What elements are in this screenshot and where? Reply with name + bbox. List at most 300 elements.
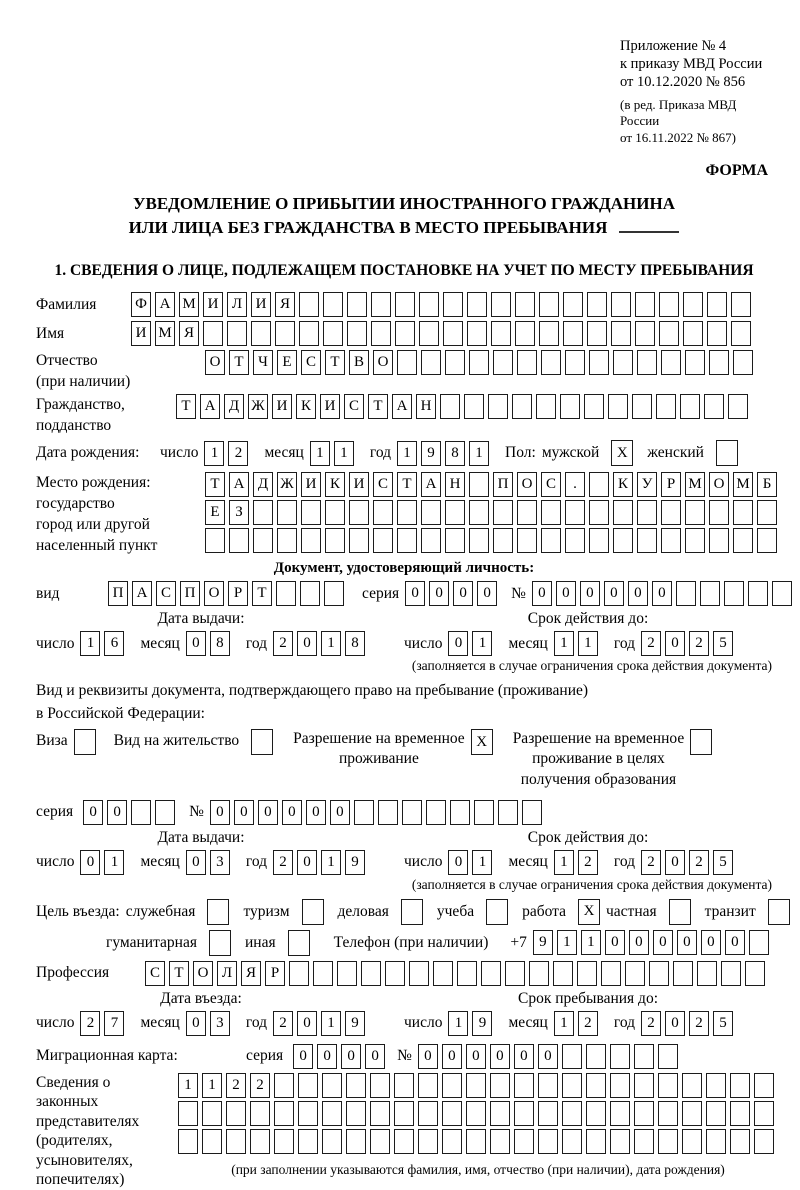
char-cell[interactable] — [685, 528, 705, 553]
char-cell[interactable] — [661, 528, 681, 553]
char-cell[interactable]: 0 — [605, 930, 625, 955]
char-cell[interactable] — [634, 1044, 654, 1069]
char-cell[interactable]: С — [156, 581, 176, 606]
char-cell[interactable] — [276, 581, 296, 606]
char-cell[interactable] — [661, 500, 681, 525]
char-cell[interactable] — [539, 292, 559, 317]
char-cell[interactable] — [205, 528, 225, 553]
char-cell[interactable]: 0 — [405, 581, 425, 606]
char-cell[interactable] — [754, 1129, 774, 1154]
char-cell[interactable] — [656, 394, 676, 419]
char-cell[interactable] — [748, 581, 768, 606]
char-cell[interactable] — [673, 961, 693, 986]
char-cell[interactable]: 0 — [629, 930, 649, 955]
char-cell[interactable] — [490, 1073, 510, 1098]
char-cell[interactable]: Т — [229, 350, 249, 375]
char-cell[interactable] — [586, 1044, 606, 1069]
char-cell[interactable] — [754, 1101, 774, 1126]
char-cell[interactable] — [745, 961, 765, 986]
char-cell[interactable] — [637, 350, 657, 375]
char-cell[interactable]: 2 — [641, 1011, 661, 1036]
char-cell[interactable]: 9 — [421, 441, 441, 466]
char-cell[interactable]: О — [709, 472, 729, 497]
char-cell[interactable] — [709, 350, 729, 375]
char-cell[interactable] — [683, 321, 703, 346]
char-cell[interactable] — [589, 500, 609, 525]
char-cell[interactable] — [419, 321, 439, 346]
char-cell[interactable]: 0 — [652, 581, 672, 606]
char-cell[interactable] — [562, 1073, 582, 1098]
char-cell[interactable] — [635, 321, 655, 346]
char-cell[interactable]: К — [296, 394, 316, 419]
char-cell[interactable] — [347, 292, 367, 317]
char-cell[interactable]: О — [193, 961, 213, 986]
char-cell[interactable]: 0 — [186, 1011, 206, 1036]
char-cell[interactable] — [275, 321, 295, 346]
char-cell[interactable]: 0 — [297, 850, 317, 875]
char-cell[interactable] — [323, 321, 343, 346]
char-cell[interactable] — [682, 1101, 702, 1126]
char-cell[interactable]: 0 — [665, 1011, 685, 1036]
char-cell[interactable] — [178, 1101, 198, 1126]
char-cell[interactable] — [577, 961, 597, 986]
char-cell[interactable] — [325, 528, 345, 553]
char-cell[interactable]: 0 — [665, 850, 685, 875]
char-cell[interactable] — [251, 321, 271, 346]
char-cell[interactable] — [274, 1073, 294, 1098]
char-cell[interactable] — [658, 1073, 678, 1098]
char-cell[interactable] — [634, 1101, 654, 1126]
char-cell[interactable]: 0 — [186, 631, 206, 656]
char-cell[interactable]: Т — [176, 394, 196, 419]
char-cell[interactable] — [562, 1101, 582, 1126]
char-cell[interactable] — [680, 394, 700, 419]
char-cell[interactable] — [433, 961, 453, 986]
char-cell[interactable]: 9 — [533, 930, 553, 955]
char-cell[interactable] — [730, 1073, 750, 1098]
char-cell[interactable] — [322, 1129, 342, 1154]
char-cell[interactable] — [298, 1073, 318, 1098]
char-cell[interactable] — [409, 961, 429, 986]
char-cell[interactable]: Р — [661, 472, 681, 497]
char-cell[interactable] — [610, 1073, 630, 1098]
char-cell[interactable] — [512, 394, 532, 419]
char-cell[interactable] — [469, 472, 489, 497]
char-cell[interactable] — [730, 1129, 750, 1154]
char-cell[interactable]: И — [320, 394, 340, 419]
char-cell[interactable]: 2 — [226, 1073, 246, 1098]
char-cell[interactable]: П — [180, 581, 200, 606]
char-cell[interactable] — [529, 961, 549, 986]
char-cell[interactable] — [493, 500, 513, 525]
char-cell[interactable]: 0 — [317, 1044, 337, 1069]
char-cell[interactable]: 0 — [306, 800, 326, 825]
char-cell[interactable] — [202, 1101, 222, 1126]
char-cell[interactable] — [560, 394, 580, 419]
char-cell[interactable] — [474, 800, 494, 825]
char-cell[interactable]: 1 — [204, 441, 224, 466]
char-cell[interactable] — [610, 1129, 630, 1154]
char-cell[interactable] — [565, 528, 585, 553]
char-cell[interactable] — [131, 800, 151, 825]
char-cell[interactable]: Ф — [131, 292, 151, 317]
char-cell[interactable] — [385, 961, 405, 986]
char-cell[interactable]: Я — [275, 292, 295, 317]
char-cell[interactable] — [370, 1101, 390, 1126]
char-cell[interactable] — [324, 581, 344, 606]
char-cell[interactable]: Т — [169, 961, 189, 986]
char-cell[interactable] — [772, 581, 792, 606]
char-cell[interactable]: 1 — [178, 1073, 198, 1098]
char-cell[interactable]: А — [155, 292, 175, 317]
char-cell[interactable]: И — [131, 321, 151, 346]
char-cell[interactable]: 0 — [330, 800, 350, 825]
char-cell[interactable]: 0 — [341, 1044, 361, 1069]
char-cell[interactable]: 0 — [677, 930, 697, 955]
char-cell[interactable]: 0 — [653, 930, 673, 955]
char-cell[interactable] — [565, 500, 585, 525]
char-cell[interactable] — [371, 292, 391, 317]
char-cell[interactable]: 2 — [578, 850, 598, 875]
char-cell[interactable]: И — [203, 292, 223, 317]
char-cell[interactable] — [298, 1101, 318, 1126]
char-cell[interactable] — [467, 321, 487, 346]
char-cell[interactable] — [728, 394, 748, 419]
char-cell[interactable] — [659, 292, 679, 317]
char-cell[interactable]: 0 — [234, 800, 254, 825]
char-cell[interactable]: С — [145, 961, 165, 986]
char-cell[interactable] — [445, 350, 465, 375]
char-cell[interactable]: Ж — [277, 472, 297, 497]
char-cell[interactable] — [426, 800, 446, 825]
char-cell[interactable] — [394, 1073, 414, 1098]
char-cell[interactable] — [757, 528, 777, 553]
char-cell[interactable] — [586, 1101, 606, 1126]
char-cell[interactable]: 9 — [472, 1011, 492, 1036]
char-cell[interactable] — [253, 528, 273, 553]
char-cell[interactable] — [589, 528, 609, 553]
char-cell[interactable] — [299, 321, 319, 346]
residence-permit-checkbox[interactable] — [251, 729, 273, 755]
char-cell[interactable] — [610, 1101, 630, 1126]
char-cell[interactable] — [724, 581, 744, 606]
char-cell[interactable]: 8 — [210, 631, 230, 656]
char-cell[interactable]: М — [733, 472, 753, 497]
char-cell[interactable]: Т — [397, 472, 417, 497]
char-cell[interactable] — [445, 528, 465, 553]
char-cell[interactable] — [587, 321, 607, 346]
char-cell[interactable] — [637, 500, 657, 525]
char-cell[interactable]: Л — [217, 961, 237, 986]
char-cell[interactable] — [322, 1073, 342, 1098]
temp-permit-edu-checkbox[interactable] — [690, 729, 712, 755]
char-cell[interactable]: 2 — [228, 441, 248, 466]
char-cell[interactable]: 0 — [665, 631, 685, 656]
purpose-humanitarian-checkbox[interactable] — [209, 930, 231, 956]
char-cell[interactable]: 7 — [104, 1011, 124, 1036]
char-cell[interactable] — [610, 1044, 630, 1069]
char-cell[interactable]: Я — [179, 321, 199, 346]
purpose-tourism-checkbox[interactable] — [302, 899, 324, 925]
char-cell[interactable]: 1 — [472, 850, 492, 875]
purpose-study-checkbox[interactable] — [486, 899, 508, 925]
char-cell[interactable] — [676, 581, 696, 606]
char-cell[interactable]: И — [272, 394, 292, 419]
char-cell[interactable] — [625, 961, 645, 986]
char-cell[interactable]: 0 — [725, 930, 745, 955]
char-cell[interactable] — [418, 1073, 438, 1098]
purpose-private-checkbox[interactable] — [669, 899, 691, 925]
char-cell[interactable] — [706, 1101, 726, 1126]
char-cell[interactable] — [229, 528, 249, 553]
char-cell[interactable] — [491, 292, 511, 317]
char-cell[interactable]: П — [108, 581, 128, 606]
char-cell[interactable] — [634, 1129, 654, 1154]
char-cell[interactable] — [658, 1101, 678, 1126]
char-cell[interactable]: 1 — [310, 441, 330, 466]
char-cell[interactable] — [274, 1101, 294, 1126]
sex-male-checkbox[interactable]: X — [611, 440, 633, 466]
char-cell[interactable] — [277, 500, 297, 525]
char-cell[interactable] — [611, 292, 631, 317]
char-cell[interactable] — [378, 800, 398, 825]
char-cell[interactable] — [682, 1073, 702, 1098]
char-cell[interactable]: 0 — [466, 1044, 486, 1069]
char-cell[interactable] — [226, 1101, 246, 1126]
char-cell[interactable] — [354, 800, 374, 825]
char-cell[interactable]: 1 — [334, 441, 354, 466]
char-cell[interactable] — [515, 321, 535, 346]
char-cell[interactable]: И — [349, 472, 369, 497]
char-cell[interactable] — [562, 1044, 582, 1069]
char-cell[interactable]: 3 — [210, 850, 230, 875]
char-cell[interactable]: 1 — [202, 1073, 222, 1098]
char-cell[interactable] — [721, 961, 741, 986]
char-cell[interactable] — [274, 1129, 294, 1154]
char-cell[interactable]: С — [344, 394, 364, 419]
char-cell[interactable] — [697, 961, 717, 986]
char-cell[interactable] — [709, 528, 729, 553]
char-cell[interactable] — [563, 321, 583, 346]
char-cell[interactable] — [514, 1129, 534, 1154]
char-cell[interactable] — [322, 1101, 342, 1126]
char-cell[interactable]: П — [493, 472, 513, 497]
char-cell[interactable]: 1 — [80, 631, 100, 656]
char-cell[interactable] — [450, 800, 470, 825]
visa-checkbox[interactable] — [74, 729, 96, 755]
char-cell[interactable]: 0 — [477, 581, 497, 606]
char-cell[interactable] — [733, 528, 753, 553]
char-cell[interactable] — [611, 321, 631, 346]
char-cell[interactable]: Н — [445, 472, 465, 497]
char-cell[interactable]: 9 — [345, 1011, 365, 1036]
char-cell[interactable]: 2 — [273, 631, 293, 656]
char-cell[interactable] — [394, 1101, 414, 1126]
char-cell[interactable]: С — [541, 472, 561, 497]
purpose-other-checkbox[interactable] — [288, 930, 310, 956]
char-cell[interactable]: К — [613, 472, 633, 497]
char-cell[interactable] — [421, 528, 441, 553]
char-cell[interactable] — [685, 350, 705, 375]
char-cell[interactable] — [515, 292, 535, 317]
char-cell[interactable] — [538, 1073, 558, 1098]
char-cell[interactable] — [349, 528, 369, 553]
char-cell[interactable] — [440, 394, 460, 419]
char-cell[interactable] — [601, 961, 621, 986]
char-cell[interactable] — [563, 292, 583, 317]
char-cell[interactable] — [709, 500, 729, 525]
char-cell[interactable]: Р — [265, 961, 285, 986]
char-cell[interactable]: Ж — [248, 394, 268, 419]
char-cell[interactable] — [589, 350, 609, 375]
purpose-work-checkbox[interactable]: X — [578, 899, 600, 925]
char-cell[interactable] — [466, 1129, 486, 1154]
temp-permit-checkbox[interactable]: X — [471, 729, 493, 755]
char-cell[interactable]: С — [301, 350, 321, 375]
char-cell[interactable]: С — [373, 472, 393, 497]
char-cell[interactable]: 0 — [538, 1044, 558, 1069]
char-cell[interactable] — [397, 350, 417, 375]
char-cell[interactable]: О — [517, 472, 537, 497]
char-cell[interactable] — [277, 528, 297, 553]
char-cell[interactable] — [227, 321, 247, 346]
char-cell[interactable] — [589, 472, 609, 497]
char-cell[interactable] — [613, 500, 633, 525]
char-cell[interactable]: 0 — [514, 1044, 534, 1069]
char-cell[interactable] — [493, 528, 513, 553]
char-cell[interactable]: 9 — [345, 850, 365, 875]
char-cell[interactable] — [299, 292, 319, 317]
char-cell[interactable] — [584, 394, 604, 419]
char-cell[interactable] — [514, 1073, 534, 1098]
char-cell[interactable] — [754, 1073, 774, 1098]
char-cell[interactable] — [253, 500, 273, 525]
char-cell[interactable]: 1 — [397, 441, 417, 466]
char-cell[interactable] — [469, 500, 489, 525]
char-cell[interactable] — [250, 1129, 270, 1154]
char-cell[interactable] — [700, 581, 720, 606]
char-cell[interactable] — [553, 961, 573, 986]
char-cell[interactable] — [418, 1101, 438, 1126]
char-cell[interactable] — [226, 1129, 246, 1154]
char-cell[interactable]: Я — [241, 961, 261, 986]
char-cell[interactable] — [649, 961, 669, 986]
char-cell[interactable]: М — [155, 321, 175, 346]
char-cell[interactable] — [731, 321, 751, 346]
char-cell[interactable] — [349, 500, 369, 525]
char-cell[interactable]: 1 — [578, 631, 598, 656]
char-cell[interactable] — [402, 800, 422, 825]
char-cell[interactable]: Т — [205, 472, 225, 497]
char-cell[interactable] — [397, 528, 417, 553]
char-cell[interactable] — [488, 394, 508, 419]
char-cell[interactable]: 1 — [448, 1011, 468, 1036]
char-cell[interactable]: 0 — [628, 581, 648, 606]
char-cell[interactable] — [490, 1101, 510, 1126]
char-cell[interactable] — [418, 1129, 438, 1154]
char-cell[interactable]: 5 — [713, 1011, 733, 1036]
char-cell[interactable]: 0 — [429, 581, 449, 606]
char-cell[interactable] — [250, 1101, 270, 1126]
char-cell[interactable]: 0 — [604, 581, 624, 606]
char-cell[interactable]: К — [325, 472, 345, 497]
char-cell[interactable] — [658, 1044, 678, 1069]
char-cell[interactable] — [419, 292, 439, 317]
char-cell[interactable]: Ч — [253, 350, 273, 375]
char-cell[interactable]: Д — [253, 472, 273, 497]
char-cell[interactable] — [346, 1129, 366, 1154]
char-cell[interactable] — [683, 292, 703, 317]
char-cell[interactable]: 6 — [104, 631, 124, 656]
char-cell[interactable] — [491, 321, 511, 346]
char-cell[interactable] — [541, 500, 561, 525]
char-cell[interactable] — [541, 350, 561, 375]
char-cell[interactable]: М — [685, 472, 705, 497]
char-cell[interactable] — [445, 500, 465, 525]
char-cell[interactable] — [706, 1073, 726, 1098]
char-cell[interactable]: 1 — [554, 631, 574, 656]
char-cell[interactable] — [731, 292, 751, 317]
char-cell[interactable]: 0 — [258, 800, 278, 825]
char-cell[interactable] — [373, 500, 393, 525]
char-cell[interactable]: 2 — [689, 1011, 709, 1036]
char-cell[interactable]: 0 — [282, 800, 302, 825]
purpose-business-checkbox[interactable] — [207, 899, 229, 925]
char-cell[interactable] — [757, 500, 777, 525]
char-cell[interactable] — [421, 350, 441, 375]
char-cell[interactable]: . — [565, 472, 585, 497]
char-cell[interactable] — [442, 1129, 462, 1154]
char-cell[interactable] — [346, 1073, 366, 1098]
char-cell[interactable] — [637, 528, 657, 553]
char-cell[interactable]: 2 — [273, 850, 293, 875]
char-cell[interactable]: 0 — [297, 1011, 317, 1036]
char-cell[interactable]: О — [205, 350, 225, 375]
char-cell[interactable]: 0 — [580, 581, 600, 606]
char-cell[interactable]: 2 — [689, 631, 709, 656]
char-cell[interactable]: Н — [416, 394, 436, 419]
char-cell[interactable] — [469, 528, 489, 553]
char-cell[interactable] — [361, 961, 381, 986]
char-cell[interactable]: 0 — [701, 930, 721, 955]
char-cell[interactable] — [443, 292, 463, 317]
char-cell[interactable] — [442, 1101, 462, 1126]
char-cell[interactable]: Р — [228, 581, 248, 606]
char-cell[interactable]: 1 — [104, 850, 124, 875]
char-cell[interactable]: А — [132, 581, 152, 606]
char-cell[interactable]: 1 — [472, 631, 492, 656]
char-cell[interactable]: 1 — [321, 631, 341, 656]
char-cell[interactable] — [298, 1129, 318, 1154]
char-cell[interactable] — [337, 961, 357, 986]
char-cell[interactable] — [289, 961, 309, 986]
char-cell[interactable] — [300, 581, 320, 606]
char-cell[interactable] — [682, 1129, 702, 1154]
char-cell[interactable]: 2 — [273, 1011, 293, 1036]
char-cell[interactable]: 0 — [418, 1044, 438, 1069]
char-cell[interactable] — [203, 321, 223, 346]
char-cell[interactable] — [565, 350, 585, 375]
char-cell[interactable] — [498, 800, 518, 825]
char-cell[interactable]: 0 — [365, 1044, 385, 1069]
char-cell[interactable]: 0 — [186, 850, 206, 875]
char-cell[interactable]: 0 — [448, 631, 468, 656]
char-cell[interactable] — [658, 1129, 678, 1154]
char-cell[interactable] — [370, 1129, 390, 1154]
char-cell[interactable]: 1 — [469, 441, 489, 466]
char-cell[interactable] — [457, 961, 477, 986]
char-cell[interactable]: Т — [325, 350, 345, 375]
